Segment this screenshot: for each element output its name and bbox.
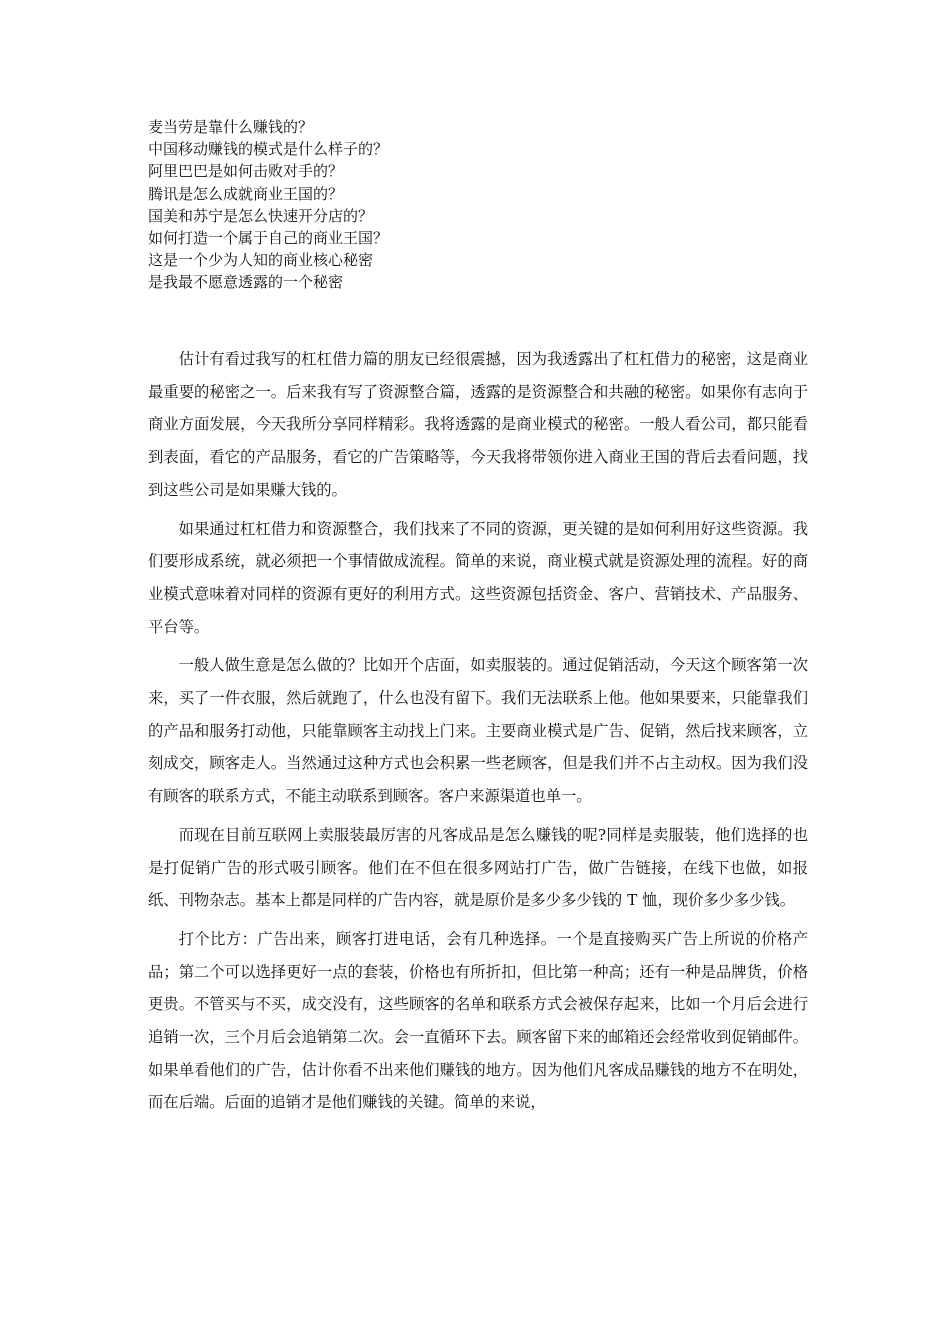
intro-line: 腾讯是怎么成就商业王国的？ bbox=[148, 184, 344, 203]
intro-line: 国美和苏宁是怎么快速开分店的？ bbox=[148, 206, 374, 225]
intro-line: 中国移动赚钱的模式是什么样子的？ bbox=[148, 140, 389, 159]
intro-line: 如何打造一个属于自己的商业王国？ bbox=[148, 228, 389, 247]
intro-line: 是我最不愿意透露的一个秘密 bbox=[148, 273, 344, 292]
paragraph: 而现在目前互联网上卖服装最厉害的凡客成品是怎么赚钱的呢?同样是卖服装，他们选择的也是打促销广告的形式吸引顾客。他们在不但在很多网站打广告，做广告链接，在线下也做，如报纸、刊物杂志。基本上都是同样的广告内容，就是原价是多少多少钱的 T 恤，现价多少多少钱。 bbox=[148, 825, 808, 910]
intro-questions bbox=[148, 116, 808, 294]
intro-line: 麦当劳是靠什么赚钱的？ bbox=[148, 118, 314, 136]
paragraph: 如果通过杠杠借力和资源整合，我们找来了不同的资源，更关键的是如何利用好这些资源。我们要形成系统，就必须把一个事情做成流程。简单的来说，商业模式就是资源处理的流程。好的商业模式意味着对同样的资源有更好的利用方式。这些资源包括资金、客户、营销技术、产品服务、平台等。 bbox=[148, 519, 808, 636]
intro-line: 这是一个少为人知的商业核心秘密 bbox=[148, 251, 374, 270]
paragraph: 估计有看过我写的杠杠借力篇的朋友已经很震撼，因为我透露出了杠杠借力的秘密，这是商业最重要的秘密之一。后来我有写了资源整合篇，透露的是资源整合和共融的秘密。如果你有志向于商业方面发展，今天我所分享同样精彩。我将透露的是商业模式的秘密。一般人看公司，都只能看到表面，看它的产品服务，看它的广告策略等，今天我将带领你进入商业王国的背后去看问题，找到这些公司是如果赚大钱的。 bbox=[148, 350, 808, 499]
intro-line: 阿里巴巴是如何击败对手的？ bbox=[148, 162, 344, 181]
paragraph: 打个比方：广告出来，顾客打进电话，会有几种选择。一个是直接购买广告上所说的价格产品；第二个可以选择更好一点的套装，价格也有所折扣，但比第一种高；还有一种是品牌货，价格更贵。不管买与不买，成交没有，这些顾客的名单和联系方式会被保存起来，比如一个月后会进行追销一次，三个月后会追销第二次。会一直循环下去。顾客留下来的邮箱还会经常收到促销邮件。如果单看他们的广告，估计你看不出来他们赚钱的地方。因为他们凡客成品赚钱的地方不在明处，而在后端。后面的追销才是他们赚钱的关键。简单的来说， bbox=[148, 929, 808, 1112]
article-body bbox=[148, 343, 808, 1125]
paragraph: 一般人做生意是怎么做的？比如开个店面，如卖服装的。通过促销活动，今天这个顾客第一次来，买了一件衣服，然后就跑了，什么也没有留下。我们无法联系上他。他如果要来，只能靠我们的产品和服务打动他，只能靠顾客主动找上门来。主要商业模式是广告、促销，然后找来顾客，立刻成交，顾客走人。当然通过这种方式也会积累一些老顾客，但是我们并不占主动权。因为我们没有顾客的联系方式，不能主动联系到顾客。客户来源渠道也单一。 bbox=[148, 656, 808, 806]
